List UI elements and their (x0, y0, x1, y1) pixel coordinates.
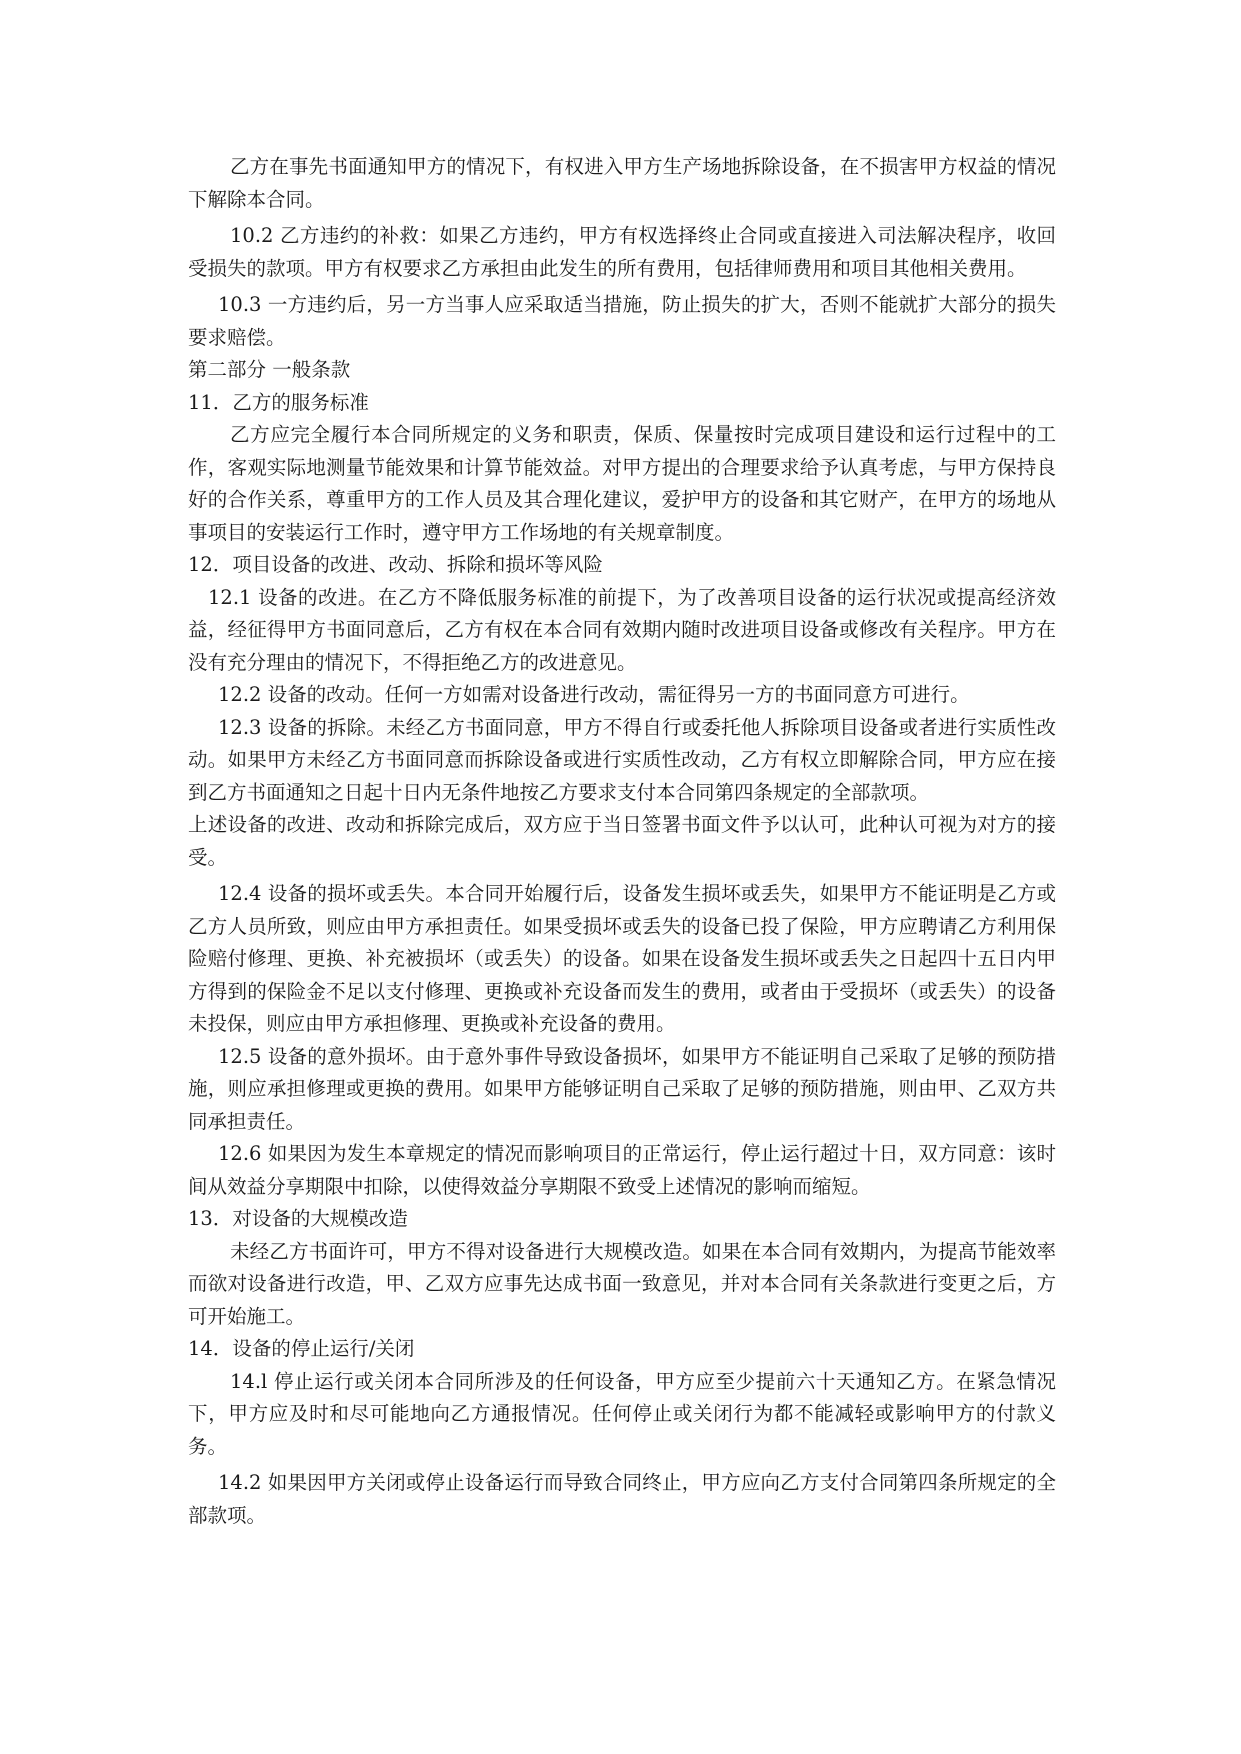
section-11-body: 乙方应完全履行本合同所规定的义务和职责，保质、保量按时完成项目建设和运行过程中的工作，客观实际地测量节能效果和计算节能效益。对甲方提出的合理要求给予认真考虑，与甲方保持良好的合作关系，尊重甲方的工作人员及其合理化建议，爱护甲方的设备和其它财产，在甲方的场地从事项目的安装运行工作时，遵守甲方工作场地的有关规章制度。 (188, 423, 1056, 544)
clause-10-3: 10.3 一方违约后，另一方当事人应采取适当措施，防止损失的扩大，否则不能就扩大部分的损失要求赔偿。 (188, 293, 1056, 349)
clause-12-4: 12.4 设备的损坏或丢失。本合同开始履行后，设备发生损坏或丢失，如果甲方不能证明是乙方或乙方人员所致，则应由甲方承担责任。如果受损坏或丢失的设备已投了保险，甲方应聘请乙方利用保险赔付修理、更换、补充被损坏（或丢失）的设备。如果在设备发生损坏或丢失之日起四十五日内甲方得到的保险金不足以支付修理、更换或补充设备而发生的费用，或者由于受损坏（或丢失）的设备未投保，则应由甲方承担修理、更换或补充设备的费用。 (188, 882, 1056, 1035)
paragraph-termination-right: 乙方在事先书面通知甲方的情况下，有权进入甲方生产场地拆除设备，在不损害甲方权益的情况下解除本合同。 (188, 155, 1056, 211)
document-body (188, 151, 1056, 1532)
part-two-heading: 第二部分 一般条款 (188, 358, 351, 381)
section-13-body: 未经乙方书面许可，甲方不得对设备进行大规模改造。如果在本合同有效期内，为提高节能效率而欲对设备进行改造，甲、乙双方应事先达成书面一致意见，并对本合同有关条款进行变更之后，方可开始施工。 (188, 1239, 1056, 1328)
section-14-heading: 14．设备的停止运行/关闭 (188, 1337, 415, 1360)
clause-14-2: 14.2 如果因甲方关闭或停止设备运行而导致合同终止，甲方应向乙方支付合同第四条所规定的全部款项。 (188, 1471, 1056, 1527)
clause-12-2: 12.2 设备的改动。任何一方如需对设备进行改动，需征得另一方的书面同意方可进行。 (218, 683, 970, 706)
section-11-heading: 11．乙方的服务标准 (188, 390, 369, 414)
clause-12-3-followup: 上述设备的改进、改动和拆除完成后，双方应于当日签署书面文件予以认可，此种认可视为对方的接受。 (188, 813, 1056, 869)
clause-10-2: 10.2 乙方违约的补救：如果乙方违约，甲方有权选择终止合同或直接进入司法解决程序，收回受损失的款项。甲方有权要求乙方承担由此发生的所有费用，包括律师费用和项目其他相关费用。 (188, 224, 1056, 280)
clause-12-3: 12.3 设备的拆除。未经乙方书面同意，甲方不得自行或委托他人拆除项目设备或者进行实质性改动。如果甲方未经乙方书面同意而拆除设备或进行实质性改动，乙方有权立即解除合同，甲方应在接到乙方书面通知之日起十日内无条件地按乙方要求支付本合同第四条规定的全部款项。 (188, 715, 1056, 804)
clause-14-1: 14.l 停止运行或关闭本合同所涉及的任何设备，甲方应至少提前六十天通知乙方。在紧急情况下，甲方应及时和尽可能地向乙方通报情况。任何停止或关闭行为都不能减轻或影响甲方的付款义务。 (188, 1369, 1056, 1458)
clause-12-5: 12.5 设备的意外损坏。由于意外事件导致设备损坏，如果甲方不能证明自己采取了足够的预防措施，则应承担修理或更换的费用。如果甲方能够证明自己采取了足够的预防措施，则由甲、乙双方共同承担责任。 (188, 1044, 1056, 1133)
section-12-heading: 12．项目设备的改进、改动、拆除和损坏等风险 (188, 553, 603, 576)
clause-12-6: 12.6 如果因为发生本章规定的情况而影响项目的正常运行，停止运行超过十日，双方同意：该时间从效益分享期限中扣除，以使得效益分享期限不致受上述情况的影响而缩短。 (188, 1142, 1056, 1198)
section-13-heading: 13．对设备的大规模改造 (188, 1207, 408, 1230)
clause-12-1: 12.1 设备的改进。在乙方不降低服务标准的前提下，为了改善项目设备的运行状况或提高经济效益，经征得甲方书面同意后，乙方有权在本合同有效期内随时改进项目设备或修改有关程序。甲方在没有充分理由的情况下，不得拒绝乙方的改进意见。 (188, 585, 1056, 674)
